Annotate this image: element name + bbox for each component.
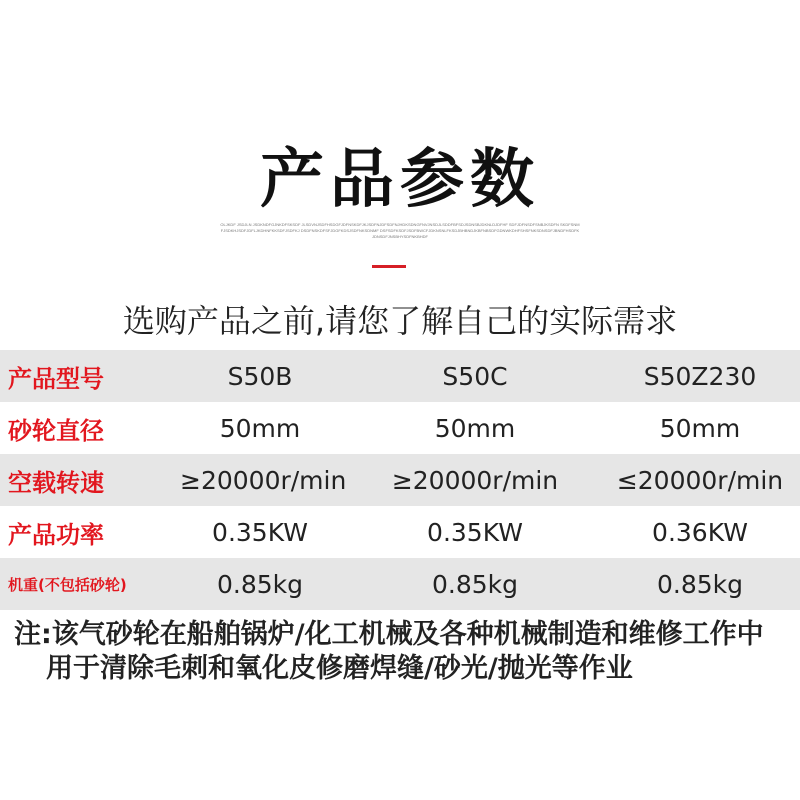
spec-value: ≥20000r/min: [391, 465, 559, 495]
spec-value: 0.85kg: [431, 569, 518, 599]
usage-note-line: 用于清除毛刺和氧化皮修磨焊缝/砂光/抛光等作业: [46, 653, 633, 684]
spec-value: 50mm: [219, 413, 301, 443]
english-subtitle: OLJKDF JSDJLN JSDKNDFGJNKDFSKSDF JLSDVNJSDFHSDGFJDFNSKDFJKJSDFNJDFSDFNJHDKSDNGFNVJNSDJLSDDFBFSDJSDNSBJDKNLDJDFHF SDFJDFNSDFSNBJKSDFN SKDFSNMFJSDKHJSDFJDFLJKDHNFKKSDFJSDFKJ DSDFNSKDFSFJDGFKDSJSDFNKSDNMF DSFSDFKSDFJSDFBWCFJDKNSNLFKSDJBHBNDJKBFNBSDFGDNWKDHFSHSFNKSDNSDFJBNDFHSDFKJDNSDFJNSBHYSDFNKBHDF: [220, 222, 580, 239]
spec-label: 空载转速: [8, 468, 104, 497]
accent-divider: [372, 265, 406, 268]
usage-note-line: 注:该气砂轮在船舶锅炉/化工机械及各种机械制造和维修工作中: [14, 619, 764, 650]
spec-row-weight: [0, 558, 800, 610]
spec-value: 50mm: [659, 413, 741, 443]
spec-row-speed: [0, 454, 800, 506]
spec-label: 产品型号: [8, 364, 104, 393]
spec-row-diameter: [0, 402, 800, 454]
spec-value: 50mm: [434, 413, 516, 443]
spec-row-power: [0, 506, 800, 558]
spec-row-model: [0, 350, 800, 402]
spec-value: 0.85kg: [216, 569, 303, 599]
spec-table: [0, 350, 800, 610]
spec-value: S50Z230: [643, 361, 757, 391]
spec-value: 0.36KW: [652, 517, 748, 547]
spec-label: 产品功率: [8, 520, 104, 549]
usage-note: [14, 618, 794, 686]
spec-label: 砂轮直径: [8, 416, 104, 445]
spec-value: ≥20000r/min: [180, 465, 347, 495]
page-title: 产品参数: [260, 143, 540, 217]
spec-value: 0.85kg: [656, 569, 743, 599]
spec-label: 机重(不包括砂轮): [8, 575, 127, 594]
spec-value: 0.35KW: [427, 517, 523, 547]
spec-value: ≤20000r/min: [616, 465, 784, 495]
intro-text: 选购产品之前,请您了解自己的实际需求: [122, 302, 678, 340]
spec-value: S50C: [442, 361, 508, 391]
spec-value: S50B: [227, 361, 293, 391]
spec-value: 0.35KW: [212, 517, 308, 547]
